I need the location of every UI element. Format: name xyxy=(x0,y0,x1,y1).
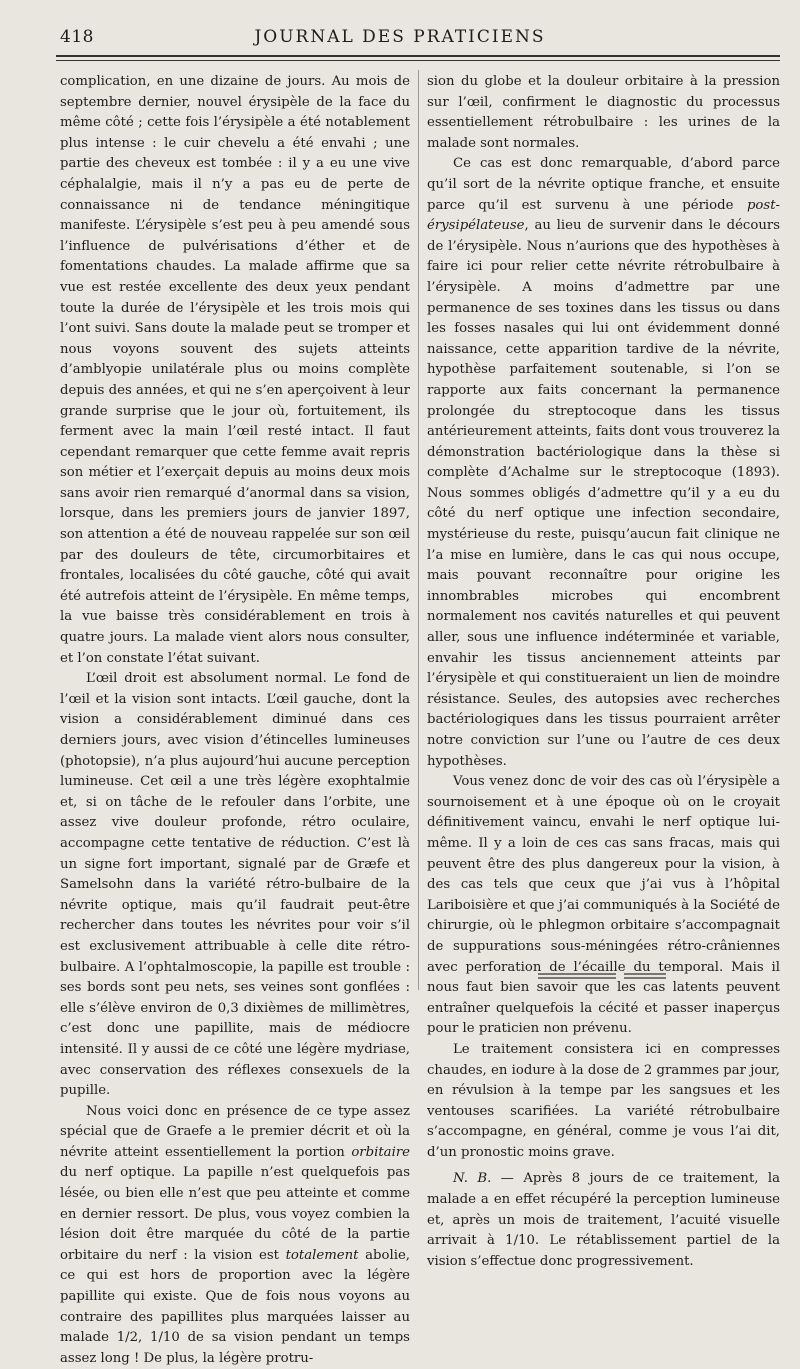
paragraph xyxy=(427,1040,780,1164)
paragraph-text: abolie, ce qui est hors de proportion avec la légère papillite qui existe. Que de fois nous voyons au contraire des papillites plus marquées laisser au malade 1/2, 1/10 de sa vision pendant un temps assez long ! De plus, la légère protru- xyxy=(60,1247,410,1366)
paragraph-text: Vous venez donc de voir des cas où l’érysipèle a sournoisement et à une époque où on le croyait définitivement vaincu, envahi le nerf optique lui-même. Il y a loin de ces cas sans fracas, mais qui peuvent être des plus dangereux pour la vision, à des cas tels que ceux que j’ai vus à l’hôpital Lariboisière et que j’ai communiqués à la Société de chirurgie, où le phlegmon orbitaire s’accompagnait de suppurations sous-méningées rétro-crâniennes avec perforation de l’écaille du temporal. Mais il nous faut bien savoir que les cas latents peuvent entraîner quelquefois la cécité et passer inaperçus pour le praticien non prévenu. xyxy=(427,774,780,1037)
italic-text: post-érysipélateuse xyxy=(427,197,780,234)
header-rule-thin xyxy=(56,60,780,61)
end-ornament xyxy=(538,970,666,982)
paragraph-text: L’œil droit est absolument normal. Le fond de l’œil et la vision sont intacts. L’œil gauche, dont la vision a considérablement diminué dans ces derniers jours, avec vision d’étincelles lumineuses (photopsie), n’a plus aujourd’hui aucune perception lumineuse. Cet œil a une très légère exophtalmie et, si on tâche de le refouler dans l’orbite, une assez vive douleur profonde, rétro oculaire, accompagne cette tentative de réduction. C’est là un signe fort important, signalé par de Græfe et Samelsohn dans la variété rétro-bulbaire de la névrite optique, mais qu’il faudrait peut-être rechercher dans toutes les névrites pour voir s’il est exclusivement attribuable à celle dite rétro-bulbaire. A l’ophtalmoscopie, la papille est trouble : ses bords sont peu nets, ses veines sont gonflées : elle s’élève environ de 0,3 dixièmes de millimètres, c’est donc une papillite, mais de médiocre intensité. Il y aussi de ce côté une légère mydriase, avec conservation des réflexes consexuels de la pupille. xyxy=(60,671,410,1099)
paragraph xyxy=(427,1169,780,1272)
page-number: 418 xyxy=(60,27,94,47)
italic-text: totalement xyxy=(285,1247,359,1263)
paragraph-text: sion du globe et la douleur orbitaire à la pression sur l’œil, confirment le diagnostic du processus essentiellement rétrobulbaire : les urines de la malade sont normales. xyxy=(427,74,780,151)
paragraph xyxy=(60,72,410,669)
column-divider xyxy=(418,70,419,990)
paragraph xyxy=(427,772,780,1040)
paragraph-text: complication, en une dizaine de jours. Au mois de septembre dernier, nouvel érysipèle de la face du même côté ; cette fois l’érysipèle a été notablement plus intense : le cuir chevelu a été envahi ; une partie des cheveux est tombée : il y a eu une vive céphalalgie, mais il n’y a pas eu de perte de connaissance ni de tendance méningitique manifeste. L’érysipèle s’est peu à peu amendé sous l’influence de pulvérisations d’éther et de fomentations chaudes. La malade affirme que sa vue est restée excellente des deux yeux pendant toute la durée de l’érysipèle et les trois mois qui l’ont suivi. Sans doute la malade peut se tromper et nous voyons souvent des sujets atteints d’amblyopie unilatérale plus ou moins complète depuis des années, et qui ne s’en aperçoivent à leur grande surprise que le jour où, fortuitement, ils ferment avec la main l’œil resté intact. Il faut cependant remarquer que cette femme avait repris son métier et l’exerçait depuis au moins deux mois sans avoir rien remarqué d’anormal dans sa vision, lorsque, dans les premiers jours de janvier 1897, son attention a été de nouveau rappelée sur son œil par des douleurs de tête, circumorbitaires et frontales, localisées du côté gauche, côté qui avait été autrefois atteint de l’érysipèle. En même temps, la vue baisse très considérablement en trois à quatre jours. La malade vient alors nous consulter, et l’on constate l’état suivant. xyxy=(60,74,410,666)
paragraph xyxy=(427,72,780,154)
paragraph-text: Le traitement consistera ici en compresses chaudes, en iodure à la dose de 2 grammes par jour, en révulsion à la tempe par les sangsues et les ventouses scarifiées. La variété rétrobulbaire s’accompagne, en général, comme je vous l’ai dit, d’un pronostic moins grave. xyxy=(427,1041,780,1160)
paragraph xyxy=(60,1102,410,1369)
paragraph xyxy=(427,154,780,772)
paragraph xyxy=(60,669,410,1101)
italic-text: N. B. xyxy=(453,1171,492,1187)
left-column xyxy=(60,72,410,1369)
paragraph-text: Ce cas est donc remarquable, d’abord parce qu’il sort de la névrite optique franche, et ensuite parce qu’il est survenu à une période xyxy=(427,156,780,213)
paragraph-text: — Après 8 jours de ce traitement, la malade a en effet récupéré la perception lumineuse et, après un mois de traitement, l’acuité visuelle arrivait à 1/10. Le rétablissement partiel de la vision s’effectue donc progressivement. xyxy=(427,1171,780,1269)
header-rule xyxy=(56,55,780,57)
paragraph-text: du nerf optique. La papille n’est quelquefois pas lésée, ou bien elle n’est que peu atteinte et comme en dernier ressort. De plus, vous voyez combien la lésion doit être marquée du côté de la partie orbitaire du nerf : la vision est xyxy=(60,1165,410,1263)
right-column xyxy=(427,72,780,1272)
paragraph-text: Nous voici donc en présence de ce type assez spécial que de Graefe a le premier décrit et où la névrite atteint essentiellement la portion xyxy=(60,1103,410,1160)
paragraph-text: , au lieu de survenir dans le décours de l’érysipèle. Nous n’aurions que des hypothèses à faire ici pour relier cette névrite rétrobulbaire à l’érysipèle. A moins d’admettre par une permanence de ses toxines dans les tissus ou dans les fosses nasales qui lui ont évidemment donné naissance, cette apparition tardive de la névrite, hypothèse parfaitement soutenable, si l’on se rapporte aux faits concernant la permanence prolongée du streptocoque dans les tissus antérieurement atteints, faits dont vous trouverez la démonstration bactériologique dans la thèse si complète d’Achalme sur le streptocoque (1893). Nous sommes obligés d’admettre qu’il y a eu du côté du nerf optique une infection secondaire, mystérieuse du reste, puisqu’aucun fait clinique ne l’a mise en lumière, dans le cas qui nous occupe, mais pouvant reconnaître pour origine les innombrables microbes qui encombrent normalement nos cavités naturelles et qui peuvent aller, sous une influence indéterminée et variable, envahir les tissus anciennement atteints par l’érysipèle et qui constitueraient un lien de moindre résistance. Seules, des autopsies avec recherches bactériologiques dans les tissus pourraient arrêter notre conviction sur l’une ou l’autre de ces deux hypothèses. xyxy=(427,218,780,769)
running-title: JOURNAL DES PRATICIENS xyxy=(254,27,546,47)
italic-text: orbitaire xyxy=(351,1144,410,1160)
